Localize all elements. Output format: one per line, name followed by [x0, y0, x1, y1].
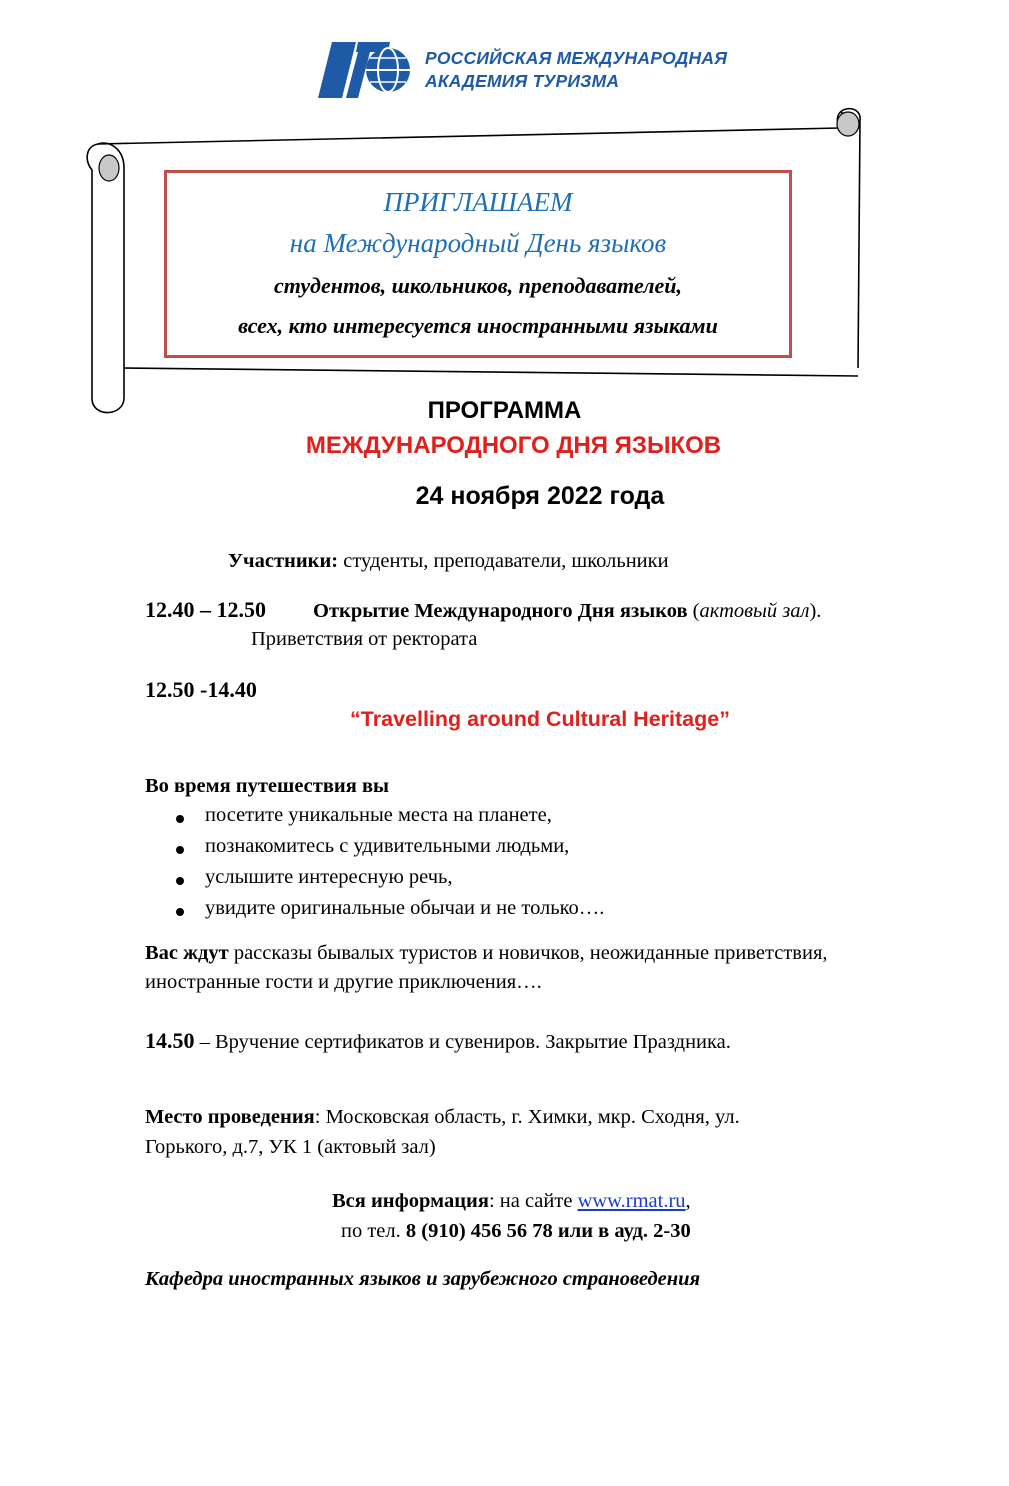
scroll-roll-left — [99, 155, 119, 181]
rmat-logo-icon — [312, 38, 412, 102]
invitation-audience-line1: студентов, школьников, преподавателей, — [274, 273, 682, 298]
slot-2-time: 12.50 -14.40 — [145, 677, 257, 702]
participants-label: Участники: — [228, 550, 339, 572]
slot-1-title-line — [313, 599, 821, 624]
info-pre-link: : на сайте — [488, 1190, 578, 1212]
invitation-subtitle: на Международный День языков — [289, 228, 667, 258]
slot-1-time: 12.40 – 12.50 — [145, 597, 266, 622]
list-item — [170, 804, 604, 835]
bullet-icon — [176, 815, 184, 823]
venue-line2: Горького, д.7, УК 1 (актовый зал) — [145, 1136, 436, 1158]
venue-label: Место проведения — [145, 1106, 315, 1128]
participants-text: студенты, преподаватели, школьники — [338, 550, 669, 572]
slot-1-paren-close: ). — [809, 600, 822, 622]
participants-line — [228, 549, 669, 574]
slot-2-title: “Travelling around Cultural Heritage” — [350, 707, 730, 731]
scroll-roll-right — [837, 112, 859, 136]
closing-time: 14.50 — [145, 1028, 195, 1053]
info-label: Вся информация — [332, 1190, 489, 1212]
website-link[interactable]: www.rmat.ru — [577, 1190, 686, 1212]
closing-line — [145, 1028, 731, 1055]
list-item — [170, 866, 604, 897]
phone-number: 8 (910) 456 56 78 или в ауд. 2-30 — [405, 1220, 691, 1242]
invitation-audience-line2: всех, кто интересуется иностранными языками — [238, 313, 718, 338]
await-label: Вас ждут — [145, 942, 229, 964]
slot-1-subtitle: Приветствия от ректората — [251, 628, 478, 650]
journey-intro: Во время путешествия вы — [145, 775, 390, 797]
await-line2: иностранные гости и другие приключения…. — [145, 971, 542, 993]
list-item-text: познакомитесь с удивительными людьми, — [205, 835, 570, 857]
logo-name-line2: АКАДЕМИЯ ТУРИЗМА — [425, 71, 620, 91]
logo-name-line1: РОССИЙСКАЯ МЕЖДУНАРОДНАЯ — [425, 48, 728, 68]
closing-text: – Вручение сертификатов и сувениров. Закрытие Праздника. — [194, 1031, 731, 1053]
journey-list — [170, 804, 604, 928]
venue-line1 — [145, 1105, 740, 1130]
bullet-icon — [176, 908, 184, 916]
info-line1 — [332, 1189, 691, 1214]
list-item — [170, 835, 604, 866]
bullet-icon — [176, 846, 184, 854]
list-item-text: увидите оригинальные обычаи и не только…. — [205, 897, 605, 919]
await-text: рассказы бывалых туристов и новичков, неожиданные приветствия, — [228, 942, 828, 964]
phone-prefix: по тел. — [341, 1220, 406, 1242]
info-post-link: , — [685, 1190, 691, 1212]
info-line2 — [341, 1219, 691, 1244]
list-item-text: услышите интересную речь, — [205, 866, 453, 888]
list-item — [170, 897, 604, 928]
bullet-icon — [176, 877, 184, 885]
list-item-text: посетите уникальные места на планете, — [205, 804, 552, 826]
await-line1 — [145, 941, 828, 966]
invitation-title: ПРИГЛАШАЕМ — [383, 187, 573, 217]
slot-1-location: актовый зал — [699, 600, 810, 622]
invitation-box — [164, 170, 792, 358]
department-name: Кафедра иностранных языков и зарубежного страноведения — [145, 1268, 701, 1290]
program-subtitle: МЕЖДУНАРОДНОГО ДНЯ ЯЗЫКОВ — [305, 432, 722, 459]
program-title: ПРОГРАММА — [427, 397, 582, 424]
academy-logo — [312, 38, 812, 108]
venue-text: : Московская область, г. Химки, мкр. Сходня, ул. — [314, 1106, 740, 1128]
slot-1-paren-open: ( — [687, 600, 700, 622]
program-date: 24 ноября 2022 года — [415, 482, 665, 510]
slot-1-title: Открытие Международного Дня языков — [313, 600, 688, 622]
